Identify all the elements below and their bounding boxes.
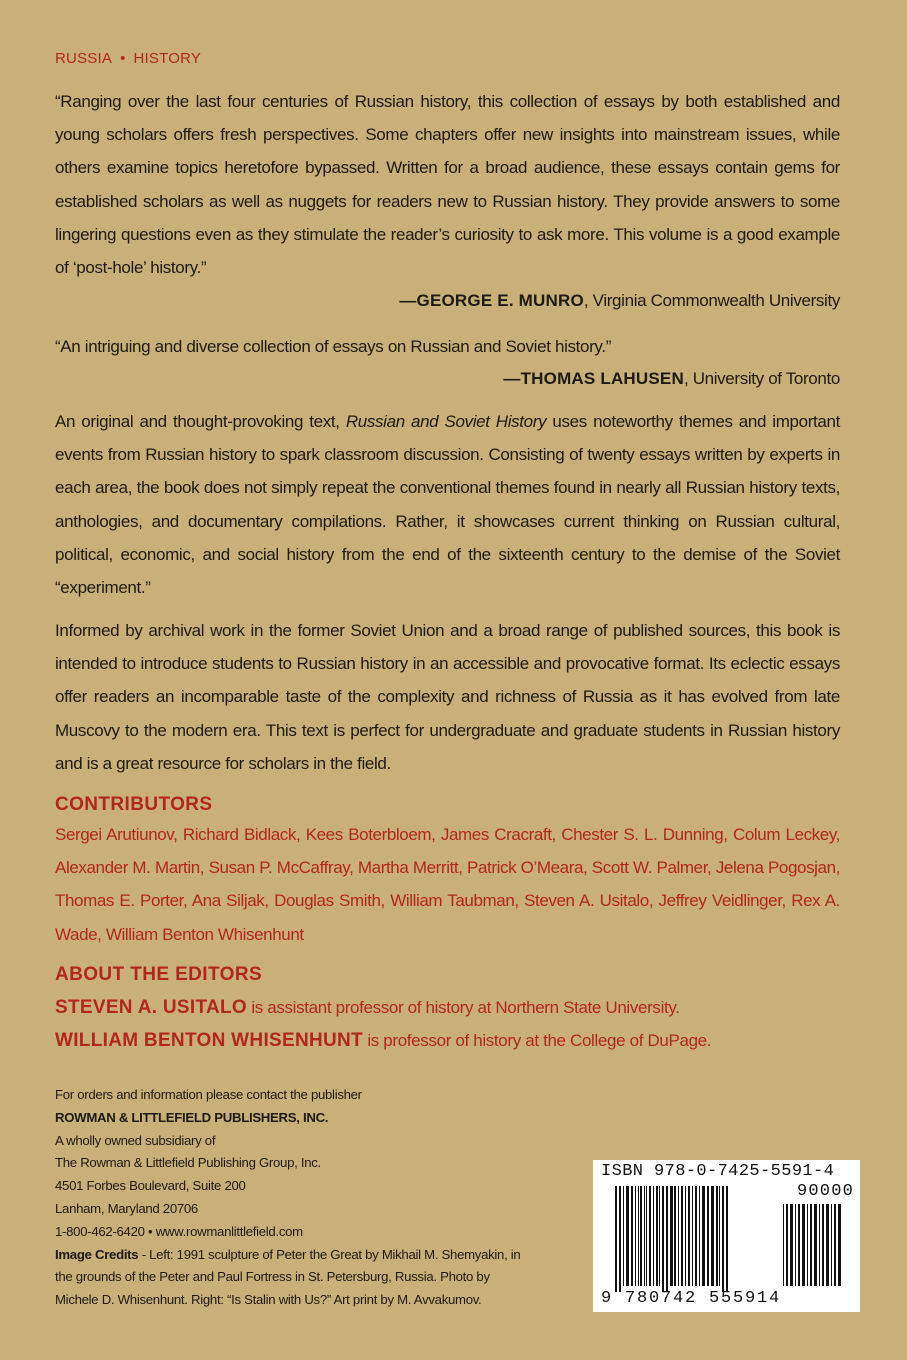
addon-bar bbox=[783, 1204, 784, 1286]
addon-bar bbox=[826, 1204, 829, 1286]
guard-bar bbox=[726, 1186, 728, 1292]
description-rest: uses noteworthy themes and important events from Russian history to spark classroom discussion. Consisting of twenty essays written by experts in each area, the book does not simply repeat the conventional themes found in nearly all Russian history texts, anthologies, and documentary compilations. Rather, it showcases current thinking on Russian cultural, political, economic, and social history from the end of the sixteenth century to the demise of the Soviet “experiment.” bbox=[55, 412, 840, 598]
category-separator: • bbox=[120, 50, 126, 67]
barcode-bar bbox=[659, 1186, 660, 1286]
addon-bar bbox=[790, 1204, 793, 1286]
barcode-bar bbox=[685, 1186, 686, 1286]
addon-bar bbox=[798, 1204, 800, 1286]
publisher-name: ROWMAN & LITTLEFIELD PUBLISHERS, INC. bbox=[55, 1109, 329, 1125]
barcode-bar bbox=[692, 1186, 693, 1286]
editors-heading: ABOUT THE EDITORS bbox=[55, 964, 263, 985]
addon-bar bbox=[831, 1204, 832, 1286]
addon-bar bbox=[834, 1204, 836, 1286]
editor-name: WILLIAM BENTON WHISENHUNT bbox=[55, 1030, 363, 1051]
barcode-bar bbox=[623, 1186, 624, 1286]
barcode-bar bbox=[653, 1186, 654, 1286]
barcode-bar bbox=[646, 1186, 647, 1286]
editor-name: STEVEN A. USITALO bbox=[55, 997, 247, 1018]
barcode-bar bbox=[656, 1186, 658, 1286]
review-attribution-lahusen bbox=[503, 367, 840, 391]
description-paragraph-1 bbox=[55, 405, 840, 604]
reviewer-affiliation: , University of Toronto bbox=[683, 369, 840, 388]
addon-bar bbox=[807, 1204, 808, 1286]
addon-bar bbox=[802, 1204, 805, 1286]
guard-bar bbox=[615, 1186, 617, 1292]
barcode-bar bbox=[681, 1186, 683, 1286]
publisher-address-1: 4501 Forbes Boulevard, Suite 200 bbox=[55, 1178, 246, 1194]
price-code: 90000 bbox=[796, 1182, 854, 1201]
description-paragraph-2: Informed by archival work in the former Soviet Union and a broad range of published sources, this book is intended to introduce students to Russian history in an accessible and provocative format. Its eclectic essays offer readers an incomparable taste of the complexity and richness of Russia as it has evolved from late Muscovy to the modern era. This text is perfect for undergraduate and graduate students in Russian history and is a great resource for scholars in the field. bbox=[55, 621, 840, 773]
isbn-number: ISBN 978-0-7425-5591-4 bbox=[601, 1162, 835, 1181]
addon-bar bbox=[838, 1204, 841, 1286]
addon-bar bbox=[795, 1204, 796, 1286]
guard-bar bbox=[722, 1186, 724, 1292]
book-title: Russian and Soviet History bbox=[345, 412, 547, 431]
addon-bar bbox=[810, 1204, 812, 1286]
addon-bar bbox=[819, 1204, 820, 1286]
guard-bar bbox=[619, 1186, 621, 1292]
description-intro: An original and thought-provoking text, bbox=[55, 412, 346, 431]
image-credits-label: Image Credits bbox=[55, 1246, 139, 1262]
guard-bar bbox=[666, 1186, 668, 1292]
contributors-heading: CONTRIBUTORS bbox=[55, 794, 213, 815]
editor-description: is assistant professor of history at Northern State University. bbox=[246, 998, 680, 1017]
category-history: HISTORY bbox=[133, 50, 202, 67]
editor-bio bbox=[55, 997, 680, 1019]
barcode-bar bbox=[631, 1186, 633, 1286]
guard-bar bbox=[662, 1186, 664, 1292]
barcode-bar bbox=[702, 1186, 705, 1286]
barcode-bar bbox=[678, 1186, 679, 1286]
addon-bar bbox=[786, 1204, 788, 1286]
category-russia: RUSSIA bbox=[55, 50, 113, 67]
reviewer-name: —THOMAS LAHUSEN bbox=[503, 369, 684, 388]
barcode-bar bbox=[707, 1186, 709, 1286]
barcode-bar bbox=[635, 1186, 636, 1286]
image-credits bbox=[55, 1244, 533, 1312]
addon-bar bbox=[814, 1204, 817, 1286]
barcode-bar bbox=[719, 1186, 720, 1286]
category-label bbox=[55, 50, 201, 67]
ean-number: 9 780742 555914 bbox=[601, 1289, 782, 1308]
barcode-bar bbox=[699, 1186, 700, 1286]
barcode-bar bbox=[626, 1186, 629, 1286]
publisher-phone-web: 1-800-462-6420 • www.rowmanlittlefield.com bbox=[55, 1223, 303, 1239]
review-quote-lahusen: “An intriguing and diverse collection of essays on Russian and Soviet history.” bbox=[55, 337, 612, 356]
barcode-bar bbox=[638, 1186, 639, 1286]
barcode-bar bbox=[670, 1186, 673, 1286]
barcode-bar bbox=[674, 1186, 676, 1286]
publisher-group: The Rowman & Littlefield Publishing Group, Inc. bbox=[55, 1155, 321, 1171]
review-attribution-munro bbox=[399, 289, 840, 313]
barcode-bar bbox=[711, 1186, 714, 1286]
barcode-bar bbox=[695, 1186, 697, 1286]
image-credits-text: - Left: 1991 sculpture of Peter the Great by Mikhail M. Shemyakin, in the grounds of the Peter and Paul Fortress in St. Petersburg, Russia. Photo by Michele D. Whisenhunt. Right: “Is Stalin with Us?” Art print by M. Avvakumov. bbox=[55, 1246, 521, 1308]
barcode-bar bbox=[688, 1186, 690, 1286]
barcode-bar bbox=[649, 1186, 651, 1286]
barcode-bar bbox=[644, 1186, 645, 1286]
addon-bar bbox=[822, 1204, 824, 1286]
isbn-barcode bbox=[593, 1160, 860, 1312]
contributors-list: Sergei Arutiunov, Richard Bidlack, Kees Boterbloem, James Cracraft, Chester S. L. Dunning, Colum Leckey, Alexander M. Martin, Susan P. McCaffray, Martha Merritt, Patrick O’Meara, Scott W. Palmer, Jelena Pogosjan, Thomas E. Porter, Ana Siljak, Douglas Smith, William Taubman, Steven A. Usitalo, Jeffrey Veidlinger, Rex A. Wade, William Benton Whisenhunt bbox=[55, 825, 840, 944]
barcode-bar bbox=[716, 1186, 718, 1286]
publisher-info bbox=[55, 1084, 555, 1312]
barcode-bar bbox=[640, 1186, 642, 1286]
editor-description: is professor of history at the College of DuPage. bbox=[362, 1031, 712, 1050]
publisher-address-2: Lanham, Maryland 20706 bbox=[55, 1200, 198, 1216]
review-quote-munro: “Ranging over the last four centuries of Russian history, this collection of essays by both established and young scholars offers fresh perspectives. Some chapters offer new insights into mainstream issues, while others examine topics heretofore bypassed. Written for a broad audience, these essays contain gems for established scholars as well as nuggets for readers new to Russian history. They provide answers to some lingering questions even as they stimulate the reader’s curiosity to ask more. This volume is a good example of ‘post-hole’ history.” bbox=[55, 92, 840, 278]
publisher-subsidiary: A wholly owned subsidiary of bbox=[55, 1132, 216, 1148]
reviewer-affiliation: , Virginia Commonwealth University bbox=[583, 291, 840, 310]
publisher-contact-line: For orders and information please contact the publisher bbox=[55, 1087, 362, 1102]
editor-bio bbox=[55, 1030, 711, 1052]
reviewer-name: —GEORGE E. MUNRO bbox=[399, 291, 584, 310]
